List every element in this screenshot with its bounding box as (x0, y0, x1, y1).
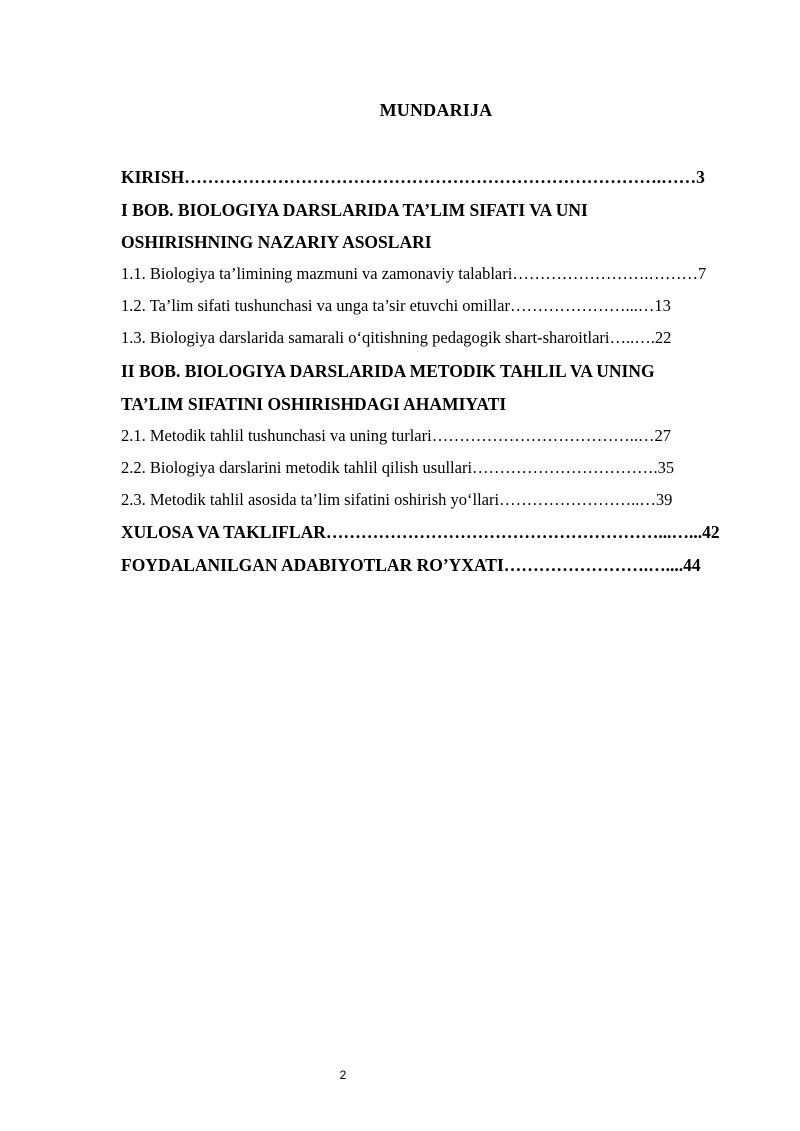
toc-entry-2-2: 2.2. Biologiya darslarini metodik tahlil qilish usullari…………………………….35 (121, 458, 675, 477)
toc-entry-1-3: 1.3. Biologiya darslarida samarali o‘qitishning pedagogik shart-sharoitlari…..….22 (121, 328, 672, 347)
toc-entry-1-2: 1.2. Ta’lim sifati tushunchasi va unga ta’sir etuvchi omillar…………………...…13 (121, 296, 671, 315)
toc-chapter-1-heading-line-2: OSHIRISHNING NAZARIY ASOSLARI (121, 232, 432, 252)
toc-chapter-2-heading-line-1: II BOB. BIOLOGIYA DARSLARIDA METODIK TAHLIL VA UNING (121, 361, 655, 381)
toc-entry-1-1: 1.1. Biologiya ta’limining mazmuni va zamonaviy talablari…………………….………7 (121, 264, 707, 283)
toc-entry-2-3: 2.3. Metodik tahlil asosida ta’lim sifatini oshirish yo‘llari……………………..…39 (121, 490, 673, 509)
page-title: MUNDARIJA (379, 100, 493, 120)
toc-chapter-2-heading-line-2: TA’LIM SIFATINI OSHIRISHDAGI AHAMIYATI (121, 394, 507, 414)
toc-entry-references: FOYDALANILGAN ADABIYOTLAR RO’YXATI…………………….…....44 (121, 555, 701, 575)
toc-chapter-1-heading-line-1: I BOB. BIOLOGIYA DARSLARIDA TA’LIM SIFATI VA UNI (121, 200, 588, 220)
page-number: 2 (339, 1068, 347, 1082)
toc-entry-introduction: KIRISH……………………………………………………………………….……3 (121, 167, 705, 187)
toc-entry-2-1: 2.1. Metodik tahlil tushunchasi va uning turlari………………………………..…27 (121, 426, 671, 445)
toc-entry-conclusion: XULOSA VA TAKLIFLAR…………………………………………………...…...42 (121, 522, 720, 542)
